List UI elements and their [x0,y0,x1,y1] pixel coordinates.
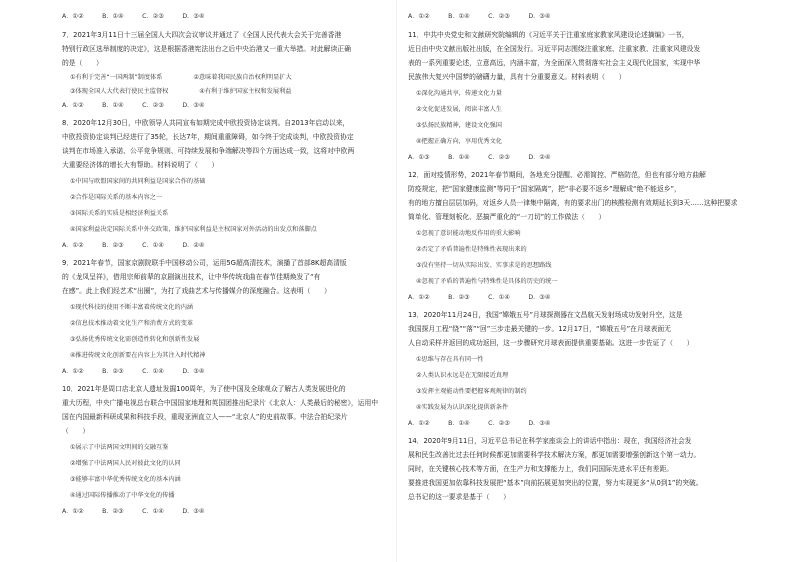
option-item: ④实践发展为认识深化提供新条件 [416,404,509,411]
question-text: 的《龙凤呈祥》，借用宗师前辈的京剧演出技术，让中华传统戏曲在春节佳期焕发了“有 [62,273,321,281]
option-item: ②合作是国际关系的基本内容之一 [70,194,163,201]
option-item: ③国际关系的实质是相经济利益关系 [70,210,169,217]
option-item: ①忽视了意识能动地反作用的重大影响 [416,230,521,237]
question-text: 中欧投资协定谈判已经进行了35轮，长达7年，期间重重障碍，如今终于完成谈判，中欧投资协定 [62,133,354,141]
question-text: 同时，在关键核心技术等方面，在生产力和支撑能力上，我们同国际先进水平还有差距。 [408,465,674,473]
answer-choices: A．①② B．①④ C．②③ D．③④ [62,102,205,109]
page-fold [396,0,397,562]
question-text: 12．面对疫情形势，2021年春节期间，各地充分提醒、必需简控、严格防范，但也有部分地方曲解 [408,171,706,179]
option-item: ②信息技术推动着文化生产和消费方式的变革 [70,320,194,327]
answer-choices: A．①② B．②③ C．①④ D．③④ [62,508,205,515]
question-text: 近日由中央文献出版社出版，在全国发行。习近平同志围绕注重家庭、注重家教、注重家风建设发 [408,45,701,53]
question-text: 大重要经济体的增长大有帮助。材料说明了（ ） [62,161,219,169]
question-text: 有的地方擅自层层加码，对返乡人员一律集中隔离，有的要求出门的核酸检测有效期延长到3天……这种把要求 [408,199,738,207]
option-item: ④忽视了矛盾的普遍性与特殊性是具体的历史的统一 [416,278,558,285]
question-text: 11．中共中央党史和文献研究院编辑的《习近平关于注重家庭家教家风建设论述摘编》一书， [408,31,689,39]
question-text: 国在内国最新科研成果和科技手段，重现亚洲直立人——“北京人”的史前故事。中法合拍纪录片 [62,413,348,421]
question-text: 总书记的这一要求是基于（ ） [408,493,510,501]
option-item: ④把握正确方向，享用优秀文化 [416,138,502,145]
option-item: ①思维与存在具有同一性 [416,356,484,363]
question-text: 10．2021年是周口店北京人遗址发掘100周年，为了使中国及全球观众了解古人类发展进化的 [62,385,346,393]
option-item: ①有利于完善“一国两制”制度体系 ②意味着我国民族自治权利明显扩大 [70,74,292,81]
option-item: ②否定了矛盾普遍性是特殊性表现出来的 [416,246,527,253]
question-text: 8．2020年12月30日，中欧领导人共同宣布如期完成中欧投资协定谈判。自2013年启动以来， [62,119,350,127]
question-text: （ ） [62,427,90,435]
answer-choices: A．①② B．①④ C．②③ D．③④ [408,420,551,427]
option-item: ③能够丰富中华优秀传统文化的基本内涵 [70,476,181,483]
answer-choices: A．①② B．②③ C．①④ D．③④ [62,368,205,375]
option-item: ③弘扬优秀传统文化需创造性转化和创新性发展 [70,336,200,343]
option-item: ①中国与欧盟国家间的共同利益是国家合作的基础 [70,178,206,185]
question-text: 特别行政区选举制度的决定》，这是根据香港宪法出台之后中央治港又一重大举措。对此解读正确 [62,45,351,53]
question-text: 我国探月工程“绕”“落”“回”三步走最关键的一步。12月17日，“嫦娥五号”在月球表面无 [408,325,671,333]
question-text: 展和民生改善比过去任何时候都更加需要科学技术解决方案，都更加需要增强创新这个第一动力。 [408,451,701,459]
option-item: ②文化促进发展，阅读丰富人生 [416,106,502,113]
option-item: ③体现全国人大代表行使民主监督权 ④有利于维护国家主权和发展利益 [70,88,292,95]
question-text: 简单化、管理刻板化、恶搞严重化的“一刀切”的工作做法（ ） [408,213,606,221]
option-item: ①展示了中法两国文明间的交融互鉴 [70,444,169,451]
option-item: ②人类认识永远是在无限接近真理 [416,372,509,379]
option-item: ④国家利益决定国际关系中外交政策，维护国家利益是主权国家对外活动的出发点和落脚点 [70,226,317,233]
question-text: 14．2020年9月11日，习近平总书记在科学家座谈会上的讲话中指出：现在，我国经济社会发 [408,437,692,445]
option-item: ④通过国际传播推动了中华文化的传播 [70,492,175,499]
answer-choices: A．①③ B．①④ C．②③ D．②④ [408,154,551,161]
question-text: 表的一系列重要论述，立意高远，内涵丰富，为全面深入贯彻落实社会主义现代化国家，实现中华 [408,59,701,67]
question-text: 在感”。此上我们经艺术“出圈”，为打了戏曲艺术与传播媒介的深度融合。这表明（ ） [62,287,331,295]
option-item: ①深化沟通共享，传递文化力量 [416,90,502,97]
question-text: 防疫规定，把“国家健康监测”等同于“国家隔离”，把“非必要不返乡”理解成“绝不能返乡”， [408,185,681,193]
answer-choices: A．①② B．②③ C．①④ D．②④ [62,242,205,249]
question-text: 谈判在市场准入承诺、公平竞争规则、可持续发展和争端解决等四个方面达成一致，这将对中欧两 [62,147,355,155]
option-item: ①现代科技的使用不断丰富着传统文化的内涵 [70,304,194,311]
question-text: 7．2021年3月11日十三届全国人大四次会议审议并通过了《全国人民代表大会关于完善香港 [62,31,342,39]
answer-choices: A．①② B．①④ C．②③ D．③④ [62,13,205,20]
option-item: ③发挥主观能动性要把握客观规律的制约 [416,388,527,395]
option-item: ③没有坚持一切从实际出发、实事求是的思想路线 [416,262,552,269]
option-item: ②增强了中法两国人民对彼此文化的认同 [70,460,181,467]
question-text: 要推进我国更加依靠科技发展把“基本”向前拓展更加突出的位置，努力实现更多“从0到1”的突破。 [408,479,703,487]
question-text: 重大历程，中央广播电视总台联合中国国家地理和英国团推出纪录片《北京人：人类最后的秘密》，运用中 [62,399,379,407]
option-item: ③弘扬民族精神，建设文化强国 [416,122,502,129]
question-text: 人自动采样并返回的成功返回，这一步骤研究月球表面提供重要基础。这进一步佐证了（ ） [408,339,694,347]
question-text: 9．2021年春节，国家京剧院联手中国移动公司，运用5G超高清技术，演播了首部8K超高清版 [62,259,347,267]
question-text: 民族伟大复兴中国梦的磅礴力量，具有十分重要意义。材料表明（ ） [408,73,626,81]
option-item: ④推进传统文化创新要在内容上为其注入时代精神 [70,352,206,359]
question-text: 13．2020年11月24日，我国“嫦娥五号”月球探测器在文昌航天发射场成功发射升空，这是 [408,311,683,319]
answer-choices: A．①② B．②③ C．①④ D．③④ [408,294,551,301]
question-text: 的是（ ） [62,59,103,67]
answer-choices: A．①② B．①④ C．②③ D．③④ [408,13,551,20]
